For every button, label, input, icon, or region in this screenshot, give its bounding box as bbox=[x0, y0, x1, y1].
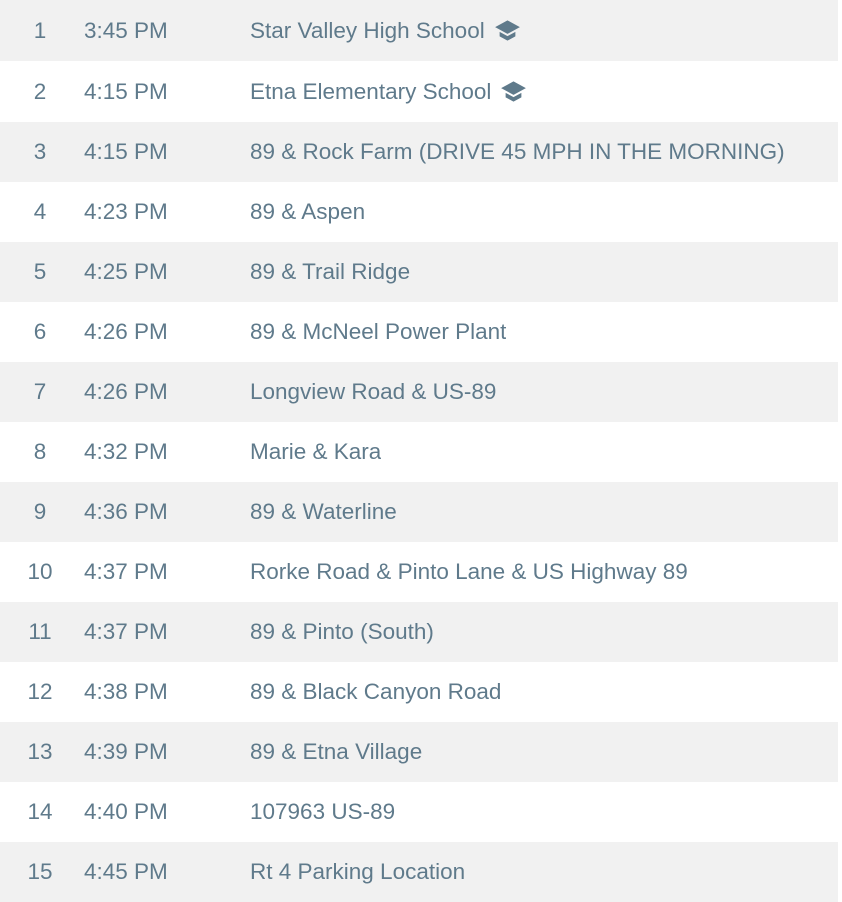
stop-time: 4:38 PM bbox=[84, 679, 168, 704]
stop-name-cell bbox=[250, 799, 838, 825]
stop-number: 13 bbox=[27, 739, 53, 764]
stop-name: 89 & Etna Village bbox=[250, 739, 423, 764]
stop-number: 7 bbox=[33, 379, 47, 404]
stop-name: 89 & Pinto (South) bbox=[250, 619, 434, 644]
stop-time: 4:32 PM bbox=[84, 439, 168, 464]
stop-time: 4:36 PM bbox=[84, 499, 168, 524]
stop-number: 5 bbox=[33, 259, 47, 284]
stop-name-cell bbox=[250, 679, 838, 705]
stop-row[interactable] bbox=[0, 662, 838, 722]
stop-row[interactable] bbox=[0, 602, 838, 662]
stop-number: 11 bbox=[28, 619, 52, 644]
stop-time: 4:37 PM bbox=[84, 559, 168, 584]
stop-time: 4:45 PM bbox=[84, 859, 168, 884]
stop-row[interactable] bbox=[0, 542, 838, 602]
stop-row[interactable] bbox=[0, 302, 838, 362]
stop-row[interactable] bbox=[0, 782, 838, 842]
stop-number: 6 bbox=[33, 319, 47, 344]
stop-name: Star Valley High School bbox=[250, 17, 485, 43]
stop-row[interactable] bbox=[0, 842, 838, 902]
stop-number: 14 bbox=[27, 799, 53, 824]
stop-time: 4:15 PM bbox=[84, 139, 168, 164]
stop-name-cell bbox=[250, 139, 838, 165]
stop-number: 15 bbox=[27, 859, 53, 884]
stop-name-cell bbox=[250, 859, 838, 885]
stop-time: 4:15 PM bbox=[84, 78, 168, 104]
stop-number: 9 bbox=[33, 499, 47, 524]
stop-number: 4 bbox=[33, 199, 47, 224]
stop-row[interactable] bbox=[0, 722, 838, 782]
stop-name-cell bbox=[250, 559, 838, 585]
stop-row[interactable] bbox=[0, 61, 838, 122]
stop-name: 89 & Black Canyon Road bbox=[250, 679, 502, 704]
stop-time: 4:25 PM bbox=[84, 259, 168, 284]
school-icon bbox=[494, 17, 521, 44]
stop-name-cell bbox=[250, 379, 838, 405]
stop-row[interactable] bbox=[0, 422, 838, 482]
school-icon bbox=[500, 78, 527, 105]
stop-number: 3 bbox=[33, 139, 47, 164]
stop-name-cell bbox=[250, 619, 838, 645]
stop-number: 2 bbox=[33, 78, 47, 104]
stop-time: 4:37 PM bbox=[84, 619, 168, 644]
stop-number: 8 bbox=[33, 439, 47, 464]
stop-name: 89 & McNeel Power Plant bbox=[250, 319, 507, 344]
stop-row[interactable] bbox=[0, 0, 838, 61]
stop-name: Etna Elementary School bbox=[250, 78, 492, 104]
stop-row[interactable] bbox=[0, 182, 838, 242]
stop-name: 89 & Trail Ridge bbox=[250, 259, 411, 284]
stop-name-cell bbox=[250, 259, 838, 285]
stop-number: 1 bbox=[33, 17, 47, 43]
stop-name: 89 & Aspen bbox=[250, 199, 366, 224]
stop-time: 4:26 PM bbox=[84, 319, 168, 344]
stop-name-cell bbox=[250, 199, 838, 225]
stop-name: 107963 US-89 bbox=[250, 799, 396, 824]
stop-name: Rorke Road & Pinto Lane & US Highway 89 bbox=[250, 559, 688, 584]
stop-time: 4:39 PM bbox=[84, 739, 168, 764]
stop-name-cell bbox=[250, 17, 838, 44]
stop-name-cell bbox=[250, 78, 838, 105]
stop-time: 4:40 PM bbox=[84, 799, 168, 824]
stop-number: 12 bbox=[27, 679, 53, 704]
stop-row[interactable] bbox=[0, 362, 838, 422]
stop-number: 10 bbox=[27, 559, 53, 584]
stop-name-cell bbox=[250, 739, 838, 765]
stop-row[interactable] bbox=[0, 122, 838, 182]
stop-name: Longview Road & US-89 bbox=[250, 379, 497, 404]
stop-name: Rt 4 Parking Location bbox=[250, 859, 466, 884]
stop-time: 4:26 PM bbox=[84, 379, 168, 404]
stop-name-cell bbox=[250, 499, 838, 525]
stop-name-cell bbox=[250, 319, 838, 345]
stop-name-cell bbox=[250, 439, 838, 465]
stop-row[interactable] bbox=[0, 242, 838, 302]
stop-name: 89 & Waterline bbox=[250, 499, 397, 524]
stop-time: 3:45 PM bbox=[84, 17, 168, 43]
stop-time: 4:23 PM bbox=[84, 199, 168, 224]
stop-name: Marie & Kara bbox=[250, 439, 382, 464]
stop-row[interactable] bbox=[0, 482, 838, 542]
stop-name: 89 & Rock Farm (DRIVE 45 MPH IN THE MORNING) bbox=[250, 139, 785, 164]
